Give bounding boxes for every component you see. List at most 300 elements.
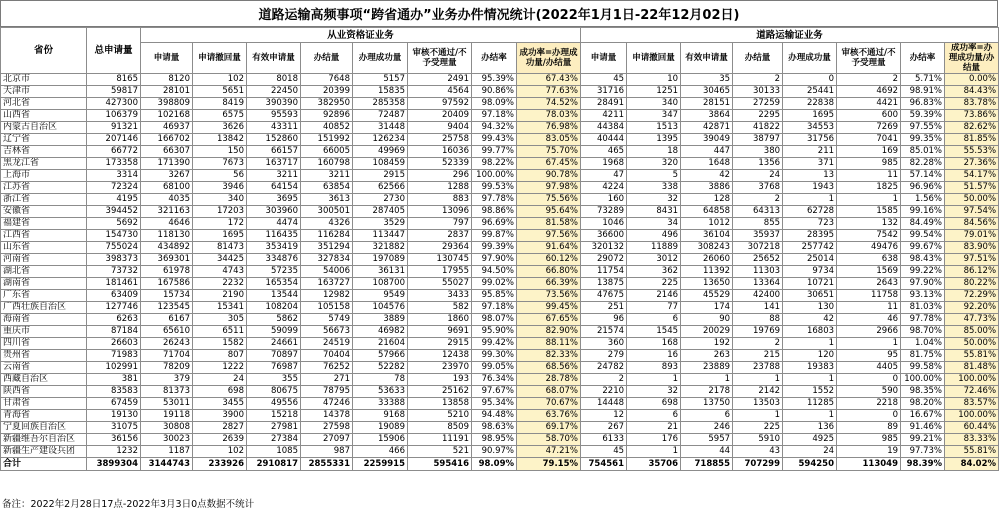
value-cell: 59099 bbox=[247, 326, 301, 338]
value-cell: 21604 bbox=[353, 338, 408, 350]
value-cell: 303960 bbox=[247, 206, 301, 218]
value-cell: 160798 bbox=[301, 158, 353, 170]
value-cell: 19089 bbox=[353, 422, 408, 434]
value-cell: 84.43% bbox=[945, 86, 999, 98]
value-cell: 65610 bbox=[141, 326, 193, 338]
table-row bbox=[1, 158, 999, 170]
table-row bbox=[1, 314, 999, 326]
value-cell: 72.46% bbox=[945, 386, 999, 398]
value-cell: 8509 bbox=[408, 422, 472, 434]
value-cell: 46982 bbox=[353, 326, 408, 338]
table-row bbox=[1, 254, 999, 266]
value-cell: 2 bbox=[837, 74, 901, 86]
value-cell: 42 bbox=[681, 170, 733, 182]
value-cell: 100.00% bbox=[945, 410, 999, 422]
value-cell: 718855 bbox=[681, 458, 733, 471]
value-cell: 45 bbox=[581, 74, 627, 86]
total-row bbox=[1, 458, 999, 471]
value-cell: 5749 bbox=[301, 314, 353, 326]
value-cell: 97.73% bbox=[901, 446, 945, 458]
value-cell: 19 bbox=[837, 446, 901, 458]
value-cell: 1.56% bbox=[901, 194, 945, 206]
value-cell: 57235 bbox=[247, 266, 301, 278]
value-cell: 5957 bbox=[681, 434, 733, 446]
value-cell: 496 bbox=[627, 230, 681, 242]
province-cell: 内蒙古自治区 bbox=[1, 122, 87, 134]
value-cell: 30808 bbox=[141, 422, 193, 434]
value-cell: 49969 bbox=[353, 146, 408, 158]
value-cell: 116284 bbox=[301, 230, 353, 242]
province-cell: 湖南省 bbox=[1, 278, 87, 290]
value-cell: 382950 bbox=[301, 98, 353, 110]
value-cell: 97.55% bbox=[901, 122, 945, 134]
value-cell: 9404 bbox=[408, 122, 472, 134]
value-cell: 173358 bbox=[87, 158, 141, 170]
value-cell: 3946 bbox=[193, 182, 247, 194]
value-cell: 5210 bbox=[408, 410, 472, 422]
value-cell: 327834 bbox=[301, 254, 353, 266]
value-cell: 12438 bbox=[408, 350, 472, 362]
value-cell: 285358 bbox=[353, 98, 408, 110]
value-cell: 23889 bbox=[681, 362, 733, 374]
value-cell: 168 bbox=[627, 338, 681, 350]
value-cell: 98.09% bbox=[472, 458, 517, 471]
value-cell: 84.56% bbox=[945, 218, 999, 230]
value-cell: 98.86% bbox=[472, 206, 517, 218]
value-cell: 7269 bbox=[837, 122, 901, 134]
table-row bbox=[1, 374, 999, 386]
table-row bbox=[1, 242, 999, 254]
value-cell: 96 bbox=[581, 314, 627, 326]
table-row bbox=[1, 170, 999, 182]
value-cell: 83.33% bbox=[945, 434, 999, 446]
province-cell: 湖北省 bbox=[1, 266, 87, 278]
value-cell: 20409 bbox=[408, 110, 472, 122]
value-cell: 29072 bbox=[581, 254, 627, 266]
value-cell: 308243 bbox=[681, 242, 733, 254]
value-cell: 43 bbox=[733, 446, 783, 458]
value-cell: 16 bbox=[627, 350, 681, 362]
value-cell: 1 bbox=[783, 410, 837, 422]
value-cell: 99.21% bbox=[901, 434, 945, 446]
value-cell: 320132 bbox=[581, 242, 627, 254]
value-cell: 1825 bbox=[837, 182, 901, 194]
value-cell: 3144743 bbox=[141, 458, 193, 471]
value-cell: 22450 bbox=[247, 86, 301, 98]
sheet-title: 道路运输高频事项“跨省通办”业务办件情况统计(2022年1月1日-22年12月02日) bbox=[0, 0, 998, 27]
value-cell: 72324 bbox=[87, 182, 141, 194]
table-row bbox=[1, 146, 999, 158]
value-cell: 16036 bbox=[408, 146, 472, 158]
header-total-apply: 总申请量 bbox=[87, 28, 141, 74]
value-cell: 50.00% bbox=[945, 338, 999, 350]
value-cell: 99.02% bbox=[472, 278, 517, 290]
value-cell: 13544 bbox=[247, 290, 301, 302]
value-cell: 99.35% bbox=[901, 134, 945, 146]
province-cell: 吉林省 bbox=[1, 146, 87, 158]
value-cell: 67.43% bbox=[517, 74, 581, 86]
value-cell: 76.98% bbox=[517, 122, 581, 134]
value-cell: 1187 bbox=[141, 446, 193, 458]
value-cell: 600 bbox=[837, 110, 901, 122]
value-cell: 4224 bbox=[581, 182, 627, 194]
value-cell: 54.17% bbox=[945, 170, 999, 182]
value-cell: 99.39% bbox=[472, 242, 517, 254]
value-cell: 2210 bbox=[581, 386, 627, 398]
value-cell: 21 bbox=[627, 422, 681, 434]
value-cell: 120 bbox=[783, 350, 837, 362]
value-cell: 13503 bbox=[733, 398, 783, 410]
province-cell: 安徽省 bbox=[1, 206, 87, 218]
value-cell: 24 bbox=[733, 170, 783, 182]
value-cell: 81.75% bbox=[901, 350, 945, 362]
value-cell: 267 bbox=[581, 422, 627, 434]
value-cell: 81.48% bbox=[945, 362, 999, 374]
header-cert-col-3: 办结量 bbox=[301, 43, 353, 74]
value-cell: 73289 bbox=[581, 206, 627, 218]
value-cell: 28151 bbox=[681, 98, 733, 110]
value-cell: 371 bbox=[783, 158, 837, 170]
value-cell: 71704 bbox=[141, 350, 193, 362]
value-cell: 36104 bbox=[681, 230, 733, 242]
province-cell: 福建省 bbox=[1, 218, 87, 230]
value-cell: 82.28% bbox=[901, 158, 945, 170]
province-cell: 天津市 bbox=[1, 86, 87, 98]
value-cell: 42871 bbox=[681, 122, 733, 134]
value-cell: 36131 bbox=[353, 266, 408, 278]
value-cell: 55.81% bbox=[945, 446, 999, 458]
value-cell: 2837 bbox=[408, 230, 472, 242]
value-cell: 66.80% bbox=[517, 266, 581, 278]
value-cell: 1943 bbox=[783, 182, 837, 194]
value-cell: 16.67% bbox=[901, 410, 945, 422]
header-cert-col-2: 有效申请量 bbox=[247, 43, 301, 74]
value-cell: 75.70% bbox=[517, 146, 581, 158]
value-cell: 60.12% bbox=[517, 254, 581, 266]
province-cell: 广西壮族自治区 bbox=[1, 302, 87, 314]
value-cell: 2295 bbox=[733, 110, 783, 122]
value-cell: 11392 bbox=[681, 266, 733, 278]
value-cell: 34 bbox=[627, 218, 681, 230]
province-cell: 重庆市 bbox=[1, 326, 87, 338]
value-cell: 55027 bbox=[408, 278, 472, 290]
value-cell: 76252 bbox=[301, 362, 353, 374]
header-cert-col-5: 审核不通过/不予受理量 bbox=[408, 43, 472, 74]
value-cell: 225 bbox=[733, 422, 783, 434]
value-cell: 9549 bbox=[353, 290, 408, 302]
value-cell: 434892 bbox=[141, 242, 193, 254]
value-cell: 3314 bbox=[87, 170, 141, 182]
value-cell: 73.86% bbox=[945, 110, 999, 122]
value-cell: 97.67% bbox=[472, 386, 517, 398]
value-cell: 883 bbox=[408, 194, 472, 206]
value-cell: 20399 bbox=[301, 86, 353, 98]
value-cell: 106379 bbox=[87, 110, 141, 122]
value-cell: 108204 bbox=[247, 302, 301, 314]
value-cell: 52282 bbox=[353, 362, 408, 374]
value-cell: 1222 bbox=[193, 362, 247, 374]
value-cell: 698 bbox=[627, 398, 681, 410]
value-cell: 1569 bbox=[837, 266, 901, 278]
value-cell: 2966 bbox=[837, 326, 901, 338]
value-cell: 99.67% bbox=[901, 242, 945, 254]
value-cell: 78.03% bbox=[517, 110, 581, 122]
value-cell: 2146 bbox=[627, 290, 681, 302]
value-cell: 99.53% bbox=[472, 182, 517, 194]
table-row bbox=[1, 74, 999, 86]
table-row bbox=[1, 194, 999, 206]
value-cell: 0.00% bbox=[945, 74, 999, 86]
value-cell: 582 bbox=[408, 302, 472, 314]
value-cell: 13750 bbox=[681, 398, 733, 410]
value-cell: 26603 bbox=[87, 338, 141, 350]
value-cell: 1232 bbox=[87, 446, 141, 458]
value-cell: 0 bbox=[837, 374, 901, 386]
value-cell: 98.22% bbox=[472, 158, 517, 170]
value-cell: 4195 bbox=[87, 194, 141, 206]
value-cell: 51.57% bbox=[945, 182, 999, 194]
value-cell: 11191 bbox=[408, 434, 472, 446]
value-cell: 97.78% bbox=[472, 194, 517, 206]
province-cell: 合计 bbox=[1, 458, 87, 471]
province-cell: 北京市 bbox=[1, 74, 87, 86]
value-cell: 83.57% bbox=[945, 398, 999, 410]
value-cell: 8120 bbox=[141, 74, 193, 86]
value-cell: 3211 bbox=[247, 170, 301, 182]
value-cell: 2910817 bbox=[247, 458, 301, 471]
table-row bbox=[1, 230, 999, 242]
value-cell: 35 bbox=[681, 74, 733, 86]
province-cell: 黑龙江省 bbox=[1, 158, 87, 170]
value-cell: 99.58% bbox=[901, 362, 945, 374]
value-cell: 4646 bbox=[141, 218, 193, 230]
province-cell: 甘肃省 bbox=[1, 398, 87, 410]
value-cell: 57966 bbox=[353, 350, 408, 362]
value-cell: 27598 bbox=[301, 422, 353, 434]
value-cell: 2259915 bbox=[353, 458, 408, 471]
value-cell: 73.56% bbox=[517, 290, 581, 302]
value-cell: 82.90% bbox=[517, 326, 581, 338]
value-cell: 92.20% bbox=[945, 302, 999, 314]
value-cell: 1 bbox=[733, 410, 783, 422]
value-cell: 166702 bbox=[141, 134, 193, 146]
value-cell: 89 bbox=[837, 422, 901, 434]
value-cell: 1288 bbox=[408, 182, 472, 194]
value-cell: 72.29% bbox=[945, 290, 999, 302]
table-row bbox=[1, 110, 999, 122]
value-cell: 108700 bbox=[353, 278, 408, 290]
value-cell: 25014 bbox=[783, 254, 837, 266]
value-cell: 27981 bbox=[247, 422, 301, 434]
value-cell: 13650 bbox=[681, 278, 733, 290]
value-cell: 263 bbox=[681, 350, 733, 362]
value-cell: 91.64% bbox=[517, 242, 581, 254]
header-group-cert: 从业资格证业务 bbox=[141, 28, 581, 43]
value-cell: 95.90% bbox=[472, 326, 517, 338]
value-cell: 1968 bbox=[581, 158, 627, 170]
value-cell: 128 bbox=[681, 194, 733, 206]
province-cell: 陕西省 bbox=[1, 386, 87, 398]
value-cell: 92896 bbox=[301, 110, 353, 122]
value-cell: 23970 bbox=[408, 362, 472, 374]
value-cell: 83583 bbox=[87, 386, 141, 398]
table-row bbox=[1, 278, 999, 290]
value-cell: 49476 bbox=[837, 242, 901, 254]
value-cell: 465 bbox=[581, 146, 627, 158]
value-cell: 69.17% bbox=[517, 422, 581, 434]
value-cell: 66157 bbox=[247, 146, 301, 158]
value-cell: 1012 bbox=[681, 218, 733, 230]
table-row bbox=[1, 386, 999, 398]
value-cell: 2190 bbox=[193, 290, 247, 302]
value-cell: 94.48% bbox=[472, 410, 517, 422]
value-cell: 80.22% bbox=[945, 278, 999, 290]
value-cell: 95593 bbox=[247, 110, 301, 122]
value-cell: 95.64% bbox=[517, 206, 581, 218]
province-cell: 河南省 bbox=[1, 254, 87, 266]
table-row bbox=[1, 410, 999, 422]
value-cell: 35706 bbox=[627, 458, 681, 471]
value-cell: 390390 bbox=[247, 98, 301, 110]
value-cell: 66307 bbox=[141, 146, 193, 158]
value-cell: 2 bbox=[733, 338, 783, 350]
value-cell: 174 bbox=[681, 302, 733, 314]
value-cell: 116435 bbox=[247, 230, 301, 242]
value-cell: 3455 bbox=[193, 398, 247, 410]
value-cell: 64858 bbox=[681, 206, 733, 218]
value-cell: 353419 bbox=[247, 242, 301, 254]
value-cell: 44384 bbox=[581, 122, 627, 134]
value-cell: 30465 bbox=[681, 86, 733, 98]
value-cell: 6 bbox=[627, 314, 681, 326]
value-cell: 84.49% bbox=[901, 218, 945, 230]
value-cell: 70404 bbox=[301, 350, 353, 362]
value-cell: 81.03% bbox=[901, 302, 945, 314]
value-cell: 19118 bbox=[141, 410, 193, 422]
value-cell: 53633 bbox=[353, 386, 408, 398]
value-cell: 14378 bbox=[301, 410, 353, 422]
value-cell: 2643 bbox=[837, 278, 901, 290]
value-cell: 1 bbox=[837, 194, 901, 206]
value-cell: 46937 bbox=[141, 122, 193, 134]
stats-table bbox=[0, 27, 999, 471]
header-cert-col-0: 申请量 bbox=[141, 43, 193, 74]
value-cell: 2232 bbox=[193, 278, 247, 290]
value-cell: 0 bbox=[837, 410, 901, 422]
value-cell: 7673 bbox=[193, 158, 247, 170]
value-cell: 1860 bbox=[408, 314, 472, 326]
table-row bbox=[1, 338, 999, 350]
value-cell: 4474 bbox=[247, 218, 301, 230]
value-cell: 3529 bbox=[353, 218, 408, 230]
value-cell: 130 bbox=[783, 302, 837, 314]
value-cell: 97.98% bbox=[517, 182, 581, 194]
value-cell: 2855331 bbox=[301, 458, 353, 471]
value-cell: 39049 bbox=[681, 134, 733, 146]
value-cell: 43311 bbox=[247, 122, 301, 134]
value-cell: 1356 bbox=[733, 158, 783, 170]
value-cell: 466 bbox=[353, 446, 408, 458]
value-cell: 68.07% bbox=[517, 386, 581, 398]
value-cell: 33388 bbox=[353, 398, 408, 410]
value-cell: 1 bbox=[837, 338, 901, 350]
value-cell: 3899304 bbox=[87, 458, 141, 471]
value-cell: 807 bbox=[193, 350, 247, 362]
value-cell: 2915 bbox=[408, 338, 472, 350]
value-cell: 380 bbox=[733, 146, 783, 158]
value-cell: 102991 bbox=[87, 362, 141, 374]
table-body bbox=[1, 74, 999, 471]
value-cell: 27.36% bbox=[945, 158, 999, 170]
value-cell: 8165 bbox=[87, 74, 141, 86]
value-cell: 97.56% bbox=[517, 230, 581, 242]
value-cell: 88.11% bbox=[517, 338, 581, 350]
value-cell: 100.00% bbox=[901, 374, 945, 386]
value-cell: 11 bbox=[837, 170, 901, 182]
value-cell: 2 bbox=[581, 374, 627, 386]
value-cell: 24661 bbox=[247, 338, 301, 350]
value-cell: 893 bbox=[627, 362, 681, 374]
value-cell: 15734 bbox=[141, 290, 193, 302]
value-cell: 98.70% bbox=[901, 326, 945, 338]
value-cell: 11285 bbox=[783, 398, 837, 410]
value-cell: 81.85% bbox=[945, 134, 999, 146]
value-cell: 398373 bbox=[87, 254, 141, 266]
value-cell: 87184 bbox=[87, 326, 141, 338]
value-cell: 11889 bbox=[627, 242, 681, 254]
value-cell: 79.15% bbox=[517, 458, 581, 471]
value-cell: 5.71% bbox=[901, 74, 945, 86]
value-cell: 98.95% bbox=[472, 434, 517, 446]
value-cell: 100.00% bbox=[472, 170, 517, 182]
value-cell: 17955 bbox=[408, 266, 472, 278]
value-cell: 13858 bbox=[408, 398, 472, 410]
value-cell: 31756 bbox=[783, 134, 837, 146]
header-road-col-4: 办理成功量 bbox=[783, 43, 837, 74]
value-cell: 55.53% bbox=[945, 146, 999, 158]
province-cell: 广东省 bbox=[1, 290, 87, 302]
value-cell: 15218 bbox=[247, 410, 301, 422]
value-cell: 90 bbox=[681, 314, 733, 326]
value-cell: 56673 bbox=[301, 326, 353, 338]
value-cell: 38797 bbox=[733, 134, 783, 146]
value-cell: 1545 bbox=[627, 326, 681, 338]
value-cell: 296 bbox=[408, 170, 472, 182]
value-cell: 126234 bbox=[353, 134, 408, 146]
value-cell: 163717 bbox=[247, 158, 301, 170]
value-cell: 7542 bbox=[837, 230, 901, 242]
header-road-col-5: 审核不通过/不予受理量 bbox=[837, 43, 901, 74]
value-cell: 97.90% bbox=[901, 278, 945, 290]
header-cert-col-7: 成功率=办理成功量/办结量 bbox=[517, 43, 581, 74]
value-cell: 2218 bbox=[837, 398, 901, 410]
value-cell: 95.39% bbox=[472, 74, 517, 86]
value-cell: 8419 bbox=[193, 98, 247, 110]
table-row bbox=[1, 86, 999, 98]
value-cell: 45529 bbox=[681, 290, 733, 302]
value-cell: 4925 bbox=[783, 434, 837, 446]
value-cell: 95.34% bbox=[472, 398, 517, 410]
value-cell: 99.45% bbox=[517, 302, 581, 314]
value-cell: 4211 bbox=[581, 110, 627, 122]
value-cell: 47675 bbox=[581, 290, 627, 302]
value-cell: 169 bbox=[837, 146, 901, 158]
value-cell: 307218 bbox=[733, 242, 783, 254]
value-cell: 355 bbox=[247, 374, 301, 386]
value-cell: 165354 bbox=[247, 278, 301, 290]
value-cell: 30023 bbox=[141, 434, 193, 446]
value-cell: 97.54% bbox=[945, 206, 999, 218]
